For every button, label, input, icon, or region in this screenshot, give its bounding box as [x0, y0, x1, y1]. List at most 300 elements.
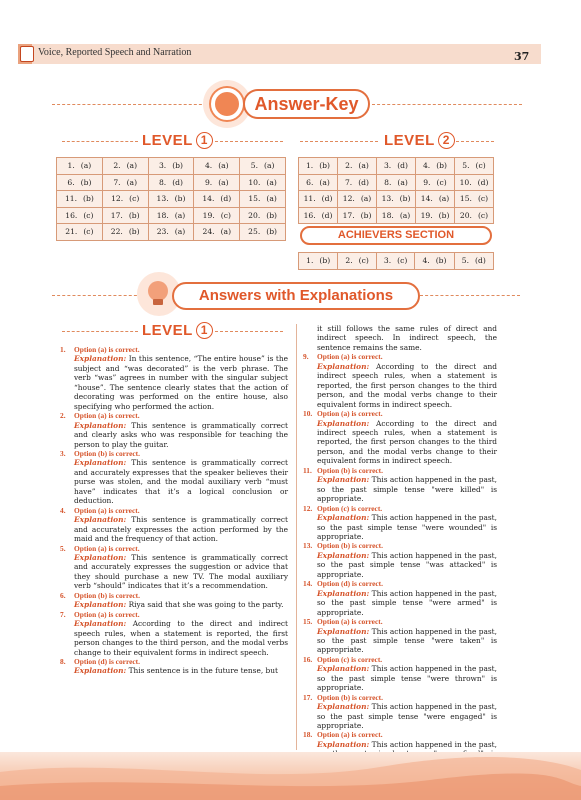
explanation-text [303, 475, 497, 503]
question-number: 14. [202, 194, 215, 204]
option-text: Option (a) is correct. [317, 409, 383, 419]
explanation-text [60, 600, 288, 609]
explanation-body: This action happened in the past, so the past simple tense "were taken" is appropriate. [317, 626, 497, 655]
question-number: 17. [342, 210, 355, 220]
explanation-label: Explanation: [317, 588, 370, 598]
question-number: 15. [459, 194, 472, 204]
explanation-body: This action happened in the past, so the past simple tense "were killed" is appropriate. [317, 475, 497, 504]
question-number: 12. [111, 194, 124, 204]
table-row [57, 207, 286, 224]
option-text: Option (a) is correct. [74, 345, 140, 354]
answer-cell [57, 158, 103, 175]
answer-cell [194, 174, 240, 191]
answer-option: (a) [358, 161, 369, 171]
answer-option: (c) [475, 161, 486, 171]
answer-option: (d) [397, 161, 409, 171]
option-text: Option (c) is correct. [317, 654, 383, 664]
question-number: 2. [60, 411, 66, 421]
explanation-label: Explanation: [317, 361, 370, 371]
level-word: LEVEL [142, 322, 193, 339]
answer-cell [377, 191, 416, 208]
explanation-label: Explanation: [74, 666, 127, 676]
answer-cell [194, 207, 240, 224]
question-number: 5. [461, 256, 470, 266]
question-number: 16. [303, 210, 316, 220]
explanation-body: This action happened in the past, so the past simple tense "were armed" is appropriate. [317, 588, 497, 617]
explanation-text [303, 589, 497, 617]
answer-cell [57, 174, 103, 191]
question-number: 13. [303, 541, 313, 551]
answer-item-heading [303, 693, 497, 702]
table-row [57, 191, 286, 208]
answer-cell [57, 191, 103, 208]
answer-cell [148, 191, 194, 208]
option-text: Option (c) is correct. [317, 503, 383, 513]
divider-right [372, 104, 522, 105]
explanation-continuation: it still follows the same rules of direct and indirect speech. In indirect speech, the sentence remains the same. [317, 324, 497, 352]
answer-option: (a) [126, 161, 138, 171]
question-number: 6. [67, 177, 75, 187]
answer-option: (a) [218, 177, 229, 187]
explanation-label: Explanation: [74, 420, 127, 430]
divider-left [52, 295, 142, 296]
answer-cell [416, 158, 455, 175]
question-number: 1. [305, 161, 314, 171]
answer-cell [240, 224, 286, 241]
answer-option: (b) [80, 177, 92, 187]
explanation-label: Explanation: [317, 418, 370, 428]
answer-option: (a) [319, 177, 330, 187]
explanation-text [303, 419, 497, 466]
answer-item-heading [60, 657, 288, 666]
answer-cell [377, 174, 416, 191]
option-text: Option (b) is correct. [74, 448, 140, 458]
answer-option: (b) [172, 161, 184, 171]
question-number: 1. [67, 161, 75, 171]
explanation-text [303, 702, 497, 730]
level-1-answer-table [56, 157, 286, 241]
explanation-body: This sentence is grammatically correct and accurately expresses that the speaker believes their purse was stolen, and the modal auxiliary verb “must have” indicates that it’s a logical conclusion or deduction. [74, 458, 288, 506]
answer-option: (b) [174, 194, 186, 204]
table-row [299, 174, 494, 191]
question-number: 3. [383, 256, 392, 266]
question-number: 10. [459, 177, 472, 187]
answer-item-heading [303, 504, 497, 513]
question-number: 9. [303, 352, 309, 362]
explanation-body: This sentence is grammatically correct and accurately expresses the suggestion or advice that they should purchase a new TV. The modal auxiliary verb “should” indicates that it’s a recommendation. [74, 552, 288, 591]
answer-cell [415, 253, 454, 270]
option-text: Option (d) is correct. [317, 579, 383, 589]
page-number: 37 [514, 50, 530, 63]
answer-cell [377, 158, 416, 175]
answer-item-heading [303, 352, 497, 361]
explanation-text [60, 421, 288, 449]
answer-option: (a) [399, 210, 411, 220]
question-number: 11. [64, 194, 78, 204]
option-text: Option (d) is correct. [74, 656, 140, 666]
answer-cell [455, 207, 494, 224]
answer-cell [194, 224, 240, 241]
answer-option: (a) [397, 177, 408, 187]
explanation-text [303, 664, 497, 692]
explanation-body: This sentence is grammatically correct and clearly asks who was responsible for teaching the person to play the guitar. [74, 420, 288, 449]
question-number: 16. [303, 654, 313, 664]
level-number: 1 [196, 322, 213, 339]
explanation-body: In this sentence, “The entire house” is the subject and “was decorated” is the verb phrase. The verb “was” agrees in number with the singular subject “house”. The sentence clearly states that the action of decorating was performed on the entire house, also specifying who performed the action. [74, 354, 288, 411]
answer-cell [338, 253, 377, 270]
answer-item-heading [303, 730, 497, 739]
explanation-label: Explanation: [317, 513, 370, 523]
target-icon [211, 88, 243, 120]
chapter-title: Voice, Reported Speech and Narration [38, 47, 192, 58]
answer-cell [455, 158, 494, 175]
question-number: 7. [344, 177, 353, 187]
divider [215, 141, 283, 142]
level-2-answer-table [298, 157, 494, 224]
question-number: 4. [60, 505, 66, 515]
answer-option: (b) [435, 256, 447, 266]
answer-option: (c) [83, 227, 94, 237]
question-number: 7. [113, 177, 121, 187]
answer-option: (a) [80, 161, 92, 171]
explanation-body: Riya said that she was going to the party. [128, 600, 284, 610]
answer-option: (a) [126, 177, 138, 187]
answer-option: (c) [220, 210, 231, 220]
answer-cell [299, 191, 338, 208]
answer-option: (b) [128, 227, 140, 237]
answer-cell [454, 253, 493, 270]
answer-cell [102, 191, 148, 208]
answer-option: (b) [128, 210, 140, 220]
question-number: 6. [60, 590, 66, 600]
option-text: Option (b) is correct. [317, 541, 383, 551]
explanation-label: Explanation: [317, 475, 370, 485]
explanations-left-column [60, 345, 288, 676]
bulb-icon [148, 281, 168, 301]
question-number: 8. [158, 177, 167, 187]
option-text: Option (a) is correct. [317, 730, 383, 740]
answer-option: (a) [263, 161, 275, 171]
answer-cell [416, 207, 455, 224]
option-text: Option (b) is correct. [317, 465, 383, 475]
question-number: 15. [248, 194, 261, 204]
answer-option: (a) [266, 177, 277, 187]
answer-cell [57, 224, 103, 241]
answer-option: (b) [438, 210, 450, 220]
question-number: 1. [306, 256, 314, 266]
divider [62, 141, 138, 142]
question-number: 22. [110, 227, 123, 237]
answer-cell [148, 174, 194, 191]
answer-option: (c) [397, 256, 408, 266]
answer-cell [455, 174, 494, 191]
question-number: 19. [420, 210, 433, 220]
bottom-decoration [0, 752, 581, 800]
question-number: 15. [303, 617, 313, 627]
answer-option: (c) [83, 210, 94, 220]
answer-item-heading [60, 411, 288, 420]
table-row [57, 224, 286, 241]
answer-option: (d) [220, 194, 232, 204]
achievers-section-title: ACHIEVERS SECTION [300, 226, 492, 245]
level-word: LEVEL [142, 132, 193, 149]
answer-option: (b) [436, 161, 448, 171]
explanation-body: According to the direct and indirect speech rules, when a statement is reported, the first person changes to the third person, and the modal verbs change to their equivalent forms in indirect speech. [317, 361, 497, 409]
question-number: 16. [65, 210, 78, 220]
option-text: Option (a) is correct. [74, 411, 140, 421]
answer-option: (b) [360, 210, 372, 220]
answer-option: (a) [174, 227, 186, 237]
question-number: 9. [423, 177, 431, 187]
answer-item-heading [303, 655, 497, 664]
explanation-label: Explanation: [74, 552, 127, 562]
question-number: 18. [381, 210, 394, 220]
answer-option: (d) [477, 177, 489, 187]
answer-option: (b) [399, 194, 411, 204]
question-number: 17. [110, 210, 123, 220]
explanation-label: Explanation: [317, 550, 370, 560]
answer-option: (a) [220, 227, 232, 237]
answer-cell [299, 158, 338, 175]
question-number: 2. [345, 256, 353, 266]
explanation-label: Explanation: [317, 626, 370, 636]
answer-cell [338, 174, 377, 191]
explanations-level-1-label [142, 322, 213, 339]
divider [300, 141, 378, 142]
answer-item-heading [60, 610, 288, 619]
answer-option: (c) [129, 194, 140, 204]
explanation-text [303, 627, 497, 655]
answer-item-heading [60, 544, 288, 553]
question-number: 7. [60, 609, 66, 619]
answer-cell [416, 174, 455, 191]
explanation-body: According to the direct and indirect speech rules, when a statement is reported, the first person changes to the third person, and the modal verbs change to their equivalent forms in indirect speech. [74, 619, 288, 657]
divider-right [420, 295, 520, 296]
option-text: Option (a) is correct. [317, 352, 383, 362]
answer-option: (c) [436, 177, 447, 187]
answer-cell [148, 207, 194, 224]
answer-cell [102, 158, 148, 175]
question-number: 12. [342, 194, 355, 204]
question-number: 17. [303, 692, 313, 702]
answer-option: (a) [266, 194, 277, 204]
answer-item-heading [60, 506, 288, 515]
option-text: Option (a) is correct. [74, 609, 140, 619]
answer-option: (a) [174, 210, 186, 220]
answer-cell [102, 207, 148, 224]
question-number: 21. [65, 227, 78, 237]
answer-cell [240, 191, 286, 208]
answer-cell [299, 207, 338, 224]
answer-option: (b) [319, 161, 331, 171]
question-number: 14. [420, 194, 433, 204]
explanation-text [60, 666, 288, 675]
question-number: 19. [202, 210, 215, 220]
answer-item-heading [303, 579, 497, 588]
explanation-text [60, 354, 288, 411]
answer-item-heading [60, 345, 288, 354]
divider [62, 331, 138, 332]
answer-cell [102, 174, 148, 191]
answer-item-heading [303, 541, 497, 550]
explanation-label: Explanation: [317, 702, 370, 712]
question-number: 12. [303, 503, 313, 513]
column-divider [296, 324, 297, 750]
answer-option: (d) [172, 177, 184, 187]
explanations-right-column [303, 324, 497, 768]
answer-option: (d) [358, 177, 370, 187]
level-1-label [142, 132, 213, 149]
answer-option: (a) [218, 161, 229, 171]
question-number: 5. [60, 543, 66, 553]
answer-cell [299, 253, 338, 270]
question-number: 8. [384, 177, 392, 187]
option-text: Option (a) is correct. [74, 505, 140, 515]
table-row [57, 158, 286, 175]
explanation-label: Explanation: [74, 354, 127, 364]
question-number: 11. [303, 465, 312, 475]
answer-item-heading [303, 409, 497, 418]
answer-cell [148, 158, 194, 175]
explanation-body: This action happened in the past, so the past simple tense "were engaged" is appropriate. [317, 702, 497, 731]
answer-option: (a) [360, 194, 372, 204]
answer-option: (b) [266, 210, 278, 220]
question-number: 3. [158, 161, 167, 171]
answer-item-heading [60, 591, 288, 600]
table-row [299, 207, 494, 224]
explanation-label: Explanation: [74, 458, 127, 468]
explanation-label: Explanation: [74, 600, 127, 610]
table-row [57, 174, 286, 191]
question-number: 11. [303, 194, 316, 204]
answer-item-heading [303, 617, 497, 626]
answer-cell [338, 191, 377, 208]
explanation-body: This sentence is in the future tense, but [128, 666, 279, 676]
question-number: 20. [459, 210, 472, 220]
answer-option: (b) [266, 227, 278, 237]
answer-option: (d) [321, 194, 333, 204]
explanation-body: This action happened in the past, so the past simple tense "was attacked" is appropriate. [317, 550, 497, 579]
question-number: 10. [303, 409, 313, 419]
explanation-body: This action happened in the past, so the past simple tense "were wounded" is appropriate. [317, 513, 497, 541]
question-number: 18. [303, 730, 313, 740]
table-row [299, 253, 494, 270]
explanation-text [303, 551, 497, 579]
question-number: 6. [306, 177, 314, 187]
question-number: 1. [60, 345, 66, 354]
answer-cell [455, 191, 494, 208]
answer-cell [299, 174, 338, 191]
answer-cell [240, 207, 286, 224]
level-word: LEVEL [384, 132, 435, 149]
answer-option: (d) [321, 210, 333, 220]
question-number: 23. [156, 227, 169, 237]
divider [215, 331, 283, 332]
explanation-text [60, 515, 288, 543]
question-number: 18. [156, 210, 169, 220]
answer-cell [416, 191, 455, 208]
answer-item-heading [303, 466, 497, 475]
level-number: 2 [438, 132, 455, 149]
answer-option: (c) [477, 210, 489, 220]
option-text: Option (a) is correct. [317, 617, 383, 627]
question-number: 3. [60, 448, 66, 458]
explanation-body: According to the direct and indirect speech rules, when a statement is reported, the first person changes to the third person, and the modal verbs change to their equivalent forms in indirect speech. [317, 418, 497, 466]
question-number: 14. [303, 579, 313, 589]
level-2-label [384, 132, 455, 149]
answer-option: (d) [475, 256, 486, 266]
answer-item-heading [60, 449, 288, 458]
question-number: 20. [248, 210, 261, 220]
question-number: 3. [383, 161, 392, 171]
question-number: 10. [248, 177, 261, 187]
table-row [299, 191, 494, 208]
book-icon [20, 46, 34, 62]
answer-cell [102, 224, 148, 241]
explanation-text [303, 513, 497, 541]
answer-option: (b) [319, 256, 331, 266]
option-text: Option (b) is correct. [74, 590, 140, 600]
answer-cell [194, 191, 240, 208]
question-number: 5. [462, 161, 470, 171]
answer-option: (a) [438, 194, 450, 204]
answer-cell [57, 207, 103, 224]
explanations-title: Answers with Explanations [172, 282, 420, 310]
answer-option: (c) [477, 194, 489, 204]
explanation-text [303, 362, 497, 409]
explanation-label: Explanation: [317, 664, 370, 674]
question-number: 4. [204, 161, 213, 171]
explanation-body: This action happened in the past, [371, 739, 497, 749]
explanation-label: Explanation: [317, 739, 370, 749]
answer-cell [338, 158, 377, 175]
answer-cell [338, 207, 377, 224]
question-number: 24. [202, 227, 215, 237]
option-text: Option (b) is correct. [317, 692, 383, 702]
explanation-label: Explanation: [74, 515, 127, 525]
option-text: Option (a) is correct. [74, 543, 140, 553]
answer-option: (b) [83, 194, 94, 204]
divider-left [52, 104, 212, 105]
explanation-body: This action happened in the past, so the past simple tense "were thrown" is appropriate. [317, 664, 497, 693]
explanation-label: Explanation: [74, 619, 127, 629]
question-number: 4. [422, 161, 431, 171]
answer-cell [377, 207, 416, 224]
table-row [299, 158, 494, 175]
question-number: 2. [113, 161, 121, 171]
answer-cell [240, 158, 286, 175]
answer-option: (c) [358, 256, 369, 266]
chapter-header [18, 44, 541, 64]
answer-cell [376, 253, 415, 270]
answer-key-title: Answer-Key [243, 89, 370, 119]
achievers-answer-table [298, 252, 494, 270]
question-number: 25. [248, 227, 261, 237]
answer-cell [240, 174, 286, 191]
divider [456, 141, 494, 142]
question-number: 13. [381, 194, 394, 204]
level-number: 1 [196, 132, 213, 149]
answer-cell [194, 158, 240, 175]
explanation-text [60, 553, 288, 591]
question-number: 8. [60, 656, 66, 666]
question-number: 2. [345, 161, 353, 171]
explanation-text [60, 458, 288, 505]
explanation-body: This sentence is grammatically correct and accurately expresses the action performed by the maid and the frequency of that action. [74, 515, 288, 544]
question-number: 13. [156, 194, 169, 204]
question-number: 5. [250, 161, 258, 171]
question-number: 9. [204, 177, 213, 187]
